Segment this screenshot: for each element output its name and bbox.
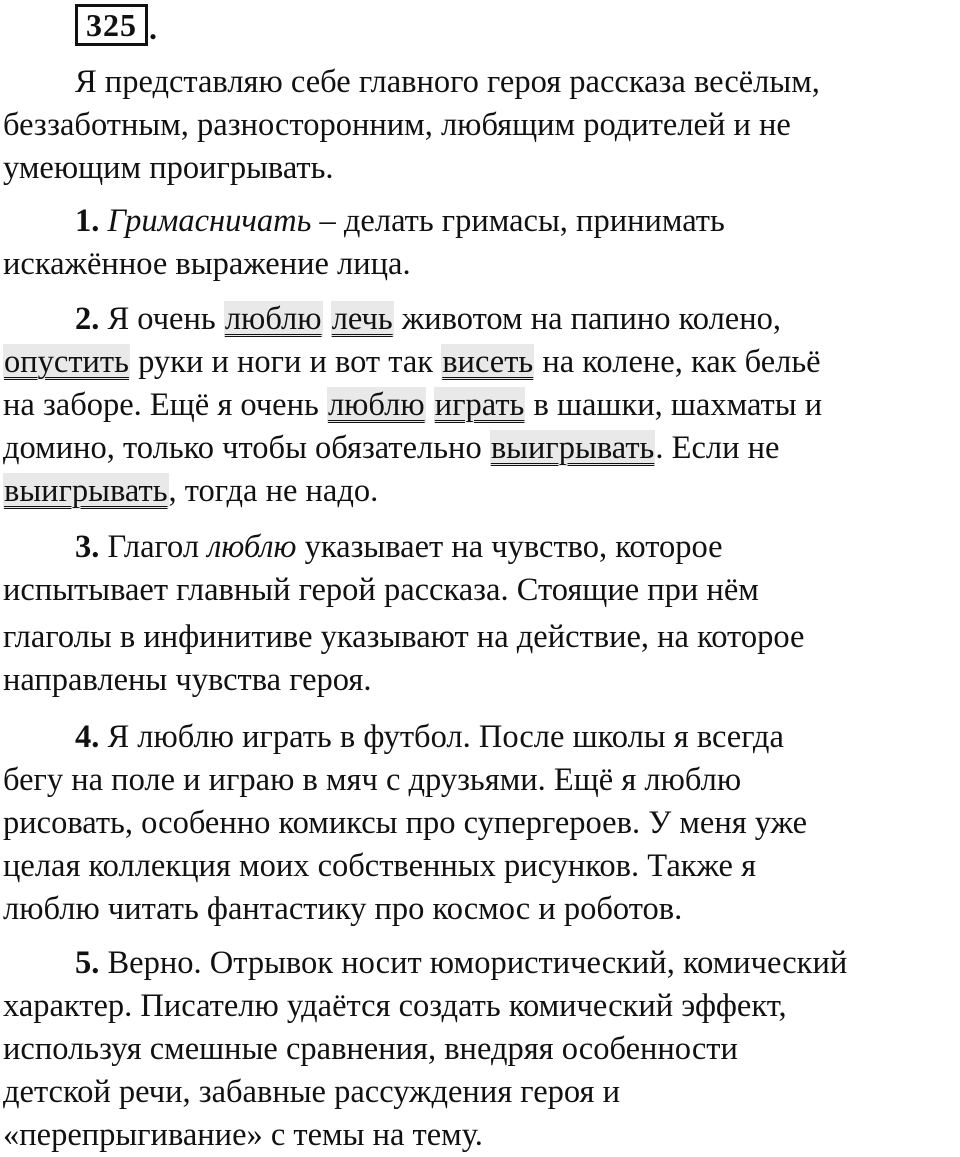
text-fragment: домино, только чтобы обязательно	[3, 430, 490, 466]
task-number-block	[75, 2, 157, 46]
underlined-verb: люблю	[327, 387, 425, 423]
paragraph-intro	[3, 61, 960, 190]
task-number-dot: .	[149, 10, 157, 46]
text-line: искажённое выражение лица.	[3, 246, 411, 282]
text-fragment: руки и ноги и вот так	[129, 344, 442, 380]
text-line: используя смешные сравнения, внедряя особенности	[3, 1031, 738, 1067]
paragraph-4	[3, 716, 960, 931]
text-fragment: , тогда не надо.	[168, 473, 379, 509]
paragraph-3	[3, 526, 960, 702]
item-number: 5.	[75, 945, 100, 981]
text-fragment: Глагол	[99, 529, 208, 565]
text-line	[3, 942, 960, 985]
space	[426, 387, 434, 423]
item-number: 1.	[75, 203, 100, 239]
text-line: рисовать, особенно комиксы про супергероев. У меня уже	[3, 805, 808, 841]
paragraph-5	[3, 942, 960, 1157]
task-number: 325	[75, 4, 148, 46]
text-line: глаголы в инфинитиве указывают на действие, на которое	[3, 619, 805, 655]
item-number: 3.	[75, 529, 100, 565]
text-line	[3, 470, 960, 513]
text-line	[3, 200, 960, 243]
text-line: детской речи, забавные рассуждения героя и	[3, 1074, 620, 1110]
text-line: «перепрыгивание» с темы на тему.	[3, 1117, 483, 1153]
text-line	[3, 298, 960, 341]
text-line: умеющим проигрывать.	[3, 150, 334, 186]
underlined-verb: висеть	[442, 344, 534, 380]
paragraph-1	[3, 200, 960, 286]
text-line: люблю читать фантастику про космос и роботов.	[3, 891, 683, 927]
text-fragment: . Если не	[655, 430, 780, 466]
text-fragment: в шашки, шахматы и	[525, 387, 823, 423]
text-fragment: Верно. Отрывок носит юмористический, комический	[99, 945, 848, 981]
text-fragment: животом на папино колено,	[393, 301, 781, 337]
item-number: 2.	[75, 301, 100, 337]
text-fragment: Я очень	[99, 301, 224, 337]
italic-term: Гримасничать	[107, 203, 312, 239]
underlined-verb: опустить	[4, 344, 129, 380]
text-line	[3, 716, 960, 759]
item-number: 4.	[75, 719, 100, 755]
text-line: направлены чувства героя.	[3, 662, 372, 698]
text-fragment: – делать гримасы, принимать	[311, 203, 725, 239]
text-line: характер. Писателю удаётся создать комический эффект,	[3, 988, 787, 1024]
text-line: целая коллекция моих собственных рисунков. Также я	[3, 848, 757, 884]
text-fragment: указывает на чувство, которое	[296, 529, 723, 565]
underlined-verb: люблю	[224, 301, 322, 337]
text-line	[3, 341, 960, 384]
paragraph-2	[3, 298, 960, 513]
text-fragment: на заборе. Ещё я очень	[3, 387, 327, 423]
underlined-verb: играть	[434, 387, 525, 423]
text-line	[3, 384, 960, 427]
text-fragment: на колене, как бельё	[534, 344, 821, 380]
underlined-verb: выигрывать	[490, 430, 655, 466]
underlined-verb: выигрывать	[4, 473, 168, 509]
text-line	[3, 427, 960, 470]
text-line	[3, 526, 960, 569]
text-line: испытывает главный герой рассказа. Стоящие при нём	[3, 572, 759, 608]
text-line: бегу на поле и играю в мяч с друзьями. Ещё я люблю	[3, 762, 742, 798]
text-line: беззаботным, разносторонним, любящим родителей и не	[3, 107, 791, 143]
underlined-verb: лечь	[331, 301, 393, 337]
italic-term: люблю	[207, 529, 297, 565]
text-fragment: Я люблю играть в футбол. После школы я всегда	[99, 719, 784, 755]
text-line: Я представляю себе главного героя рассказа весёлым,	[75, 64, 820, 100]
space	[323, 301, 331, 337]
